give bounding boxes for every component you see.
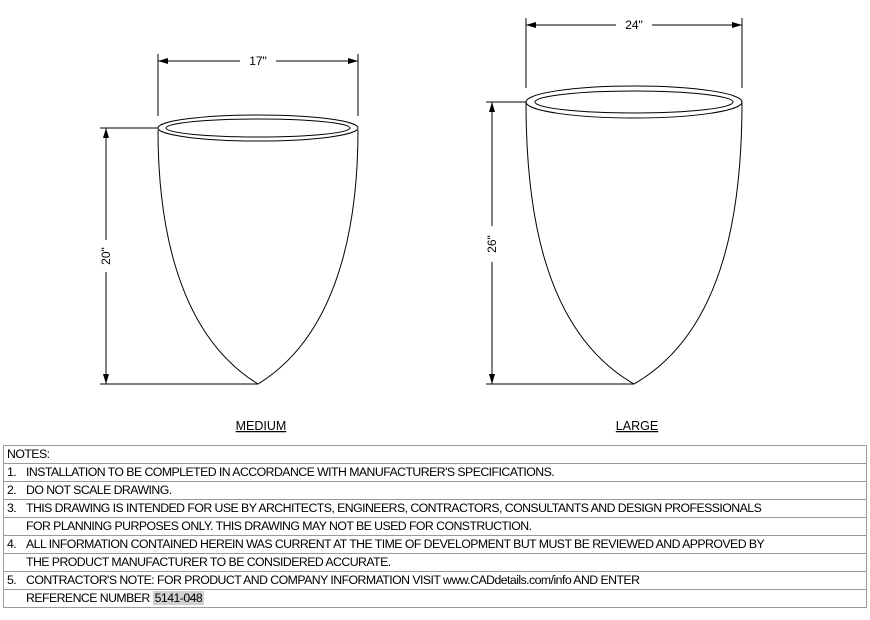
note-row xyxy=(4,572,867,590)
note-text: REFERENCE NUMBER xyxy=(26,591,150,605)
notes-heading: NOTES: xyxy=(4,446,867,464)
notes-table xyxy=(3,445,867,608)
note-text: DO NOT SCALE DRAWING. xyxy=(26,483,172,497)
notes-heading-row xyxy=(4,446,867,464)
large-width-label: 24" xyxy=(625,18,643,32)
medium-height-label: 20" xyxy=(99,247,113,265)
note-text: CONTRACTOR'S NOTE: FOR PRODUCT AND COMPANY INFORMATION VISIT www.CADdetails.com/info AND ENTER xyxy=(26,573,640,587)
note-text: ALL INFORMATION CONTAINED HEREIN WAS CURRENT AT THE TIME OF DEVELOPMENT BUT MUST BE REVIEWED AND APPROVED BY xyxy=(26,537,765,551)
medium-pot-rim-inner xyxy=(166,119,350,137)
note-text: THE PRODUCT MANUFACTURER TO BE CONSIDERED ACCURATE. xyxy=(26,555,391,569)
note-row xyxy=(4,500,867,518)
note-text: THIS DRAWING IS INTENDED FOR USE BY ARCHITECTS, ENGINEERS, CONTRACTORS, CONSULTANTS AND DESIGN PROFESSIONALS xyxy=(26,501,762,515)
medium-caption: MEDIUM xyxy=(235,419,287,433)
note-row xyxy=(4,536,867,554)
note-row xyxy=(4,482,867,500)
note-row-continued xyxy=(4,554,867,572)
note-row-continued xyxy=(4,590,867,608)
note-text: INSTALLATION TO BE COMPLETED IN ACCORDANCE WITH MANUFACTURER'S SPECIFICATIONS. xyxy=(26,465,555,479)
large-height-dimension xyxy=(486,102,634,384)
note-number: 4. xyxy=(7,537,17,551)
note-number: 5. xyxy=(7,573,17,587)
note-number: 1. xyxy=(7,465,17,479)
note-text: FOR PLANNING PURPOSES ONLY. THIS DRAWING MAY NOT BE USED FOR CONSTRUCTION. xyxy=(26,519,532,533)
large-caption: LARGE xyxy=(615,419,659,433)
reference-number: 5141-048 xyxy=(154,591,203,605)
large-pot-rim-inner xyxy=(535,91,733,113)
note-number: 3. xyxy=(7,501,17,515)
note-row-continued xyxy=(4,518,867,536)
large-height-label: 26" xyxy=(485,235,499,253)
large-pot-body xyxy=(526,102,742,384)
note-row xyxy=(4,464,867,482)
medium-pot xyxy=(158,115,358,384)
medium-height-dimension xyxy=(100,128,258,384)
note-number: 2. xyxy=(7,483,17,497)
large-pot xyxy=(526,86,742,384)
medium-width-label: 17" xyxy=(249,54,267,68)
medium-pot-body xyxy=(158,130,358,384)
